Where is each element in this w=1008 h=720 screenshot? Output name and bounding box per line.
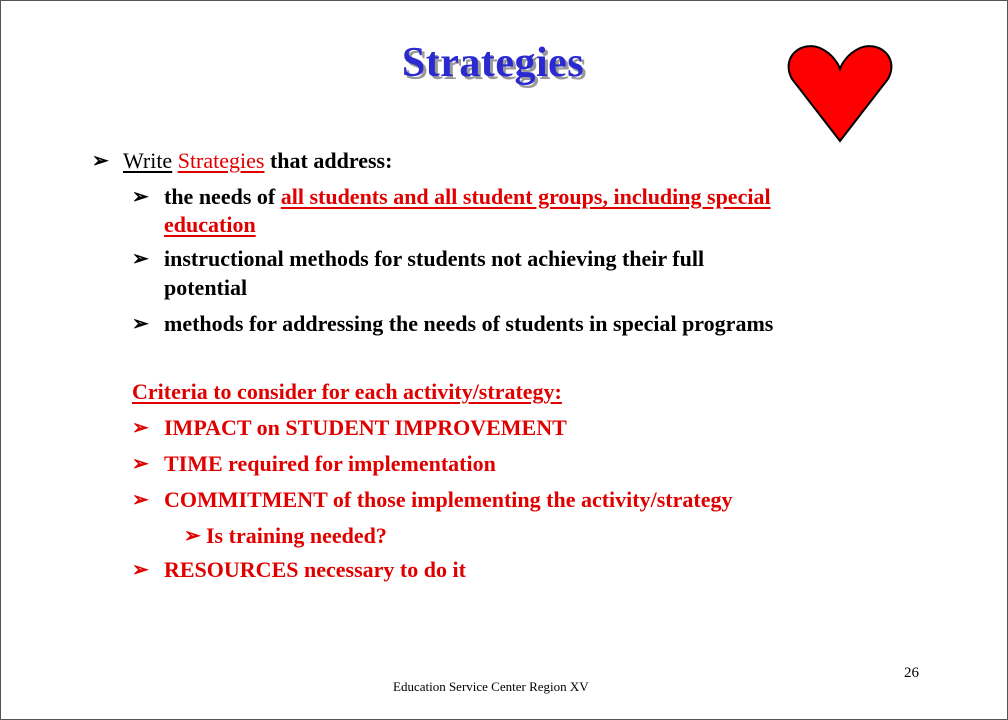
criteria-item: TIME required for implementation [164, 451, 496, 476]
sub-item-1-prefix: the needs of [164, 184, 276, 209]
criteria-item: IMPACT on STUDENT IMPROVEMENT [164, 415, 567, 440]
page-number: 26 [904, 665, 919, 681]
sub-item-1-line-1 [164, 182, 771, 212]
bullet-arrow-icon: ➢ [132, 453, 149, 475]
sub-item-1-red: all students and all student groups, including special [280, 184, 771, 209]
intro-strategies: Strategies [177, 148, 265, 173]
sub-item-1-red-cont: education [164, 212, 256, 237]
bullet-arrow-icon: ➢ [132, 489, 149, 511]
footer-text: Education Service Center Region XV [393, 679, 589, 694]
heart-icon [784, 43, 896, 143]
criteria-item: COMMITMENT of those implementing the activity/strategy [164, 487, 733, 512]
bullet-arrow-icon: ➢ [132, 313, 149, 335]
criteria-heading: Criteria to consider for each activity/strategy: [132, 379, 562, 404]
bullet-arrow-icon: ➢ [132, 248, 149, 270]
sub-item-3: methods for addressing the needs of students in special programs [164, 311, 774, 336]
bullet-arrow-icon: ➢ [132, 417, 149, 439]
sub-item-2-line-2: potential [164, 275, 248, 300]
sub-item-2-line-1: instructional methods for students not achieving their full [164, 246, 705, 271]
criteria-item: RESOURCES necessary to do it [164, 557, 466, 582]
bullet-arrow-icon: ➢ [184, 525, 201, 547]
bullet-arrow-icon: ➢ [92, 150, 109, 172]
intro-rest: that address: [269, 148, 393, 173]
intro-line [123, 146, 392, 176]
bullet-arrow-icon: ➢ [132, 559, 149, 581]
bullet-arrow-icon: ➢ [132, 186, 149, 208]
criteria-subitem: Is training needed? [206, 523, 387, 548]
intro-write: Write [123, 148, 173, 173]
sub-item-1-line-2 [164, 210, 256, 240]
slide-title: Strategies [401, 40, 585, 86]
